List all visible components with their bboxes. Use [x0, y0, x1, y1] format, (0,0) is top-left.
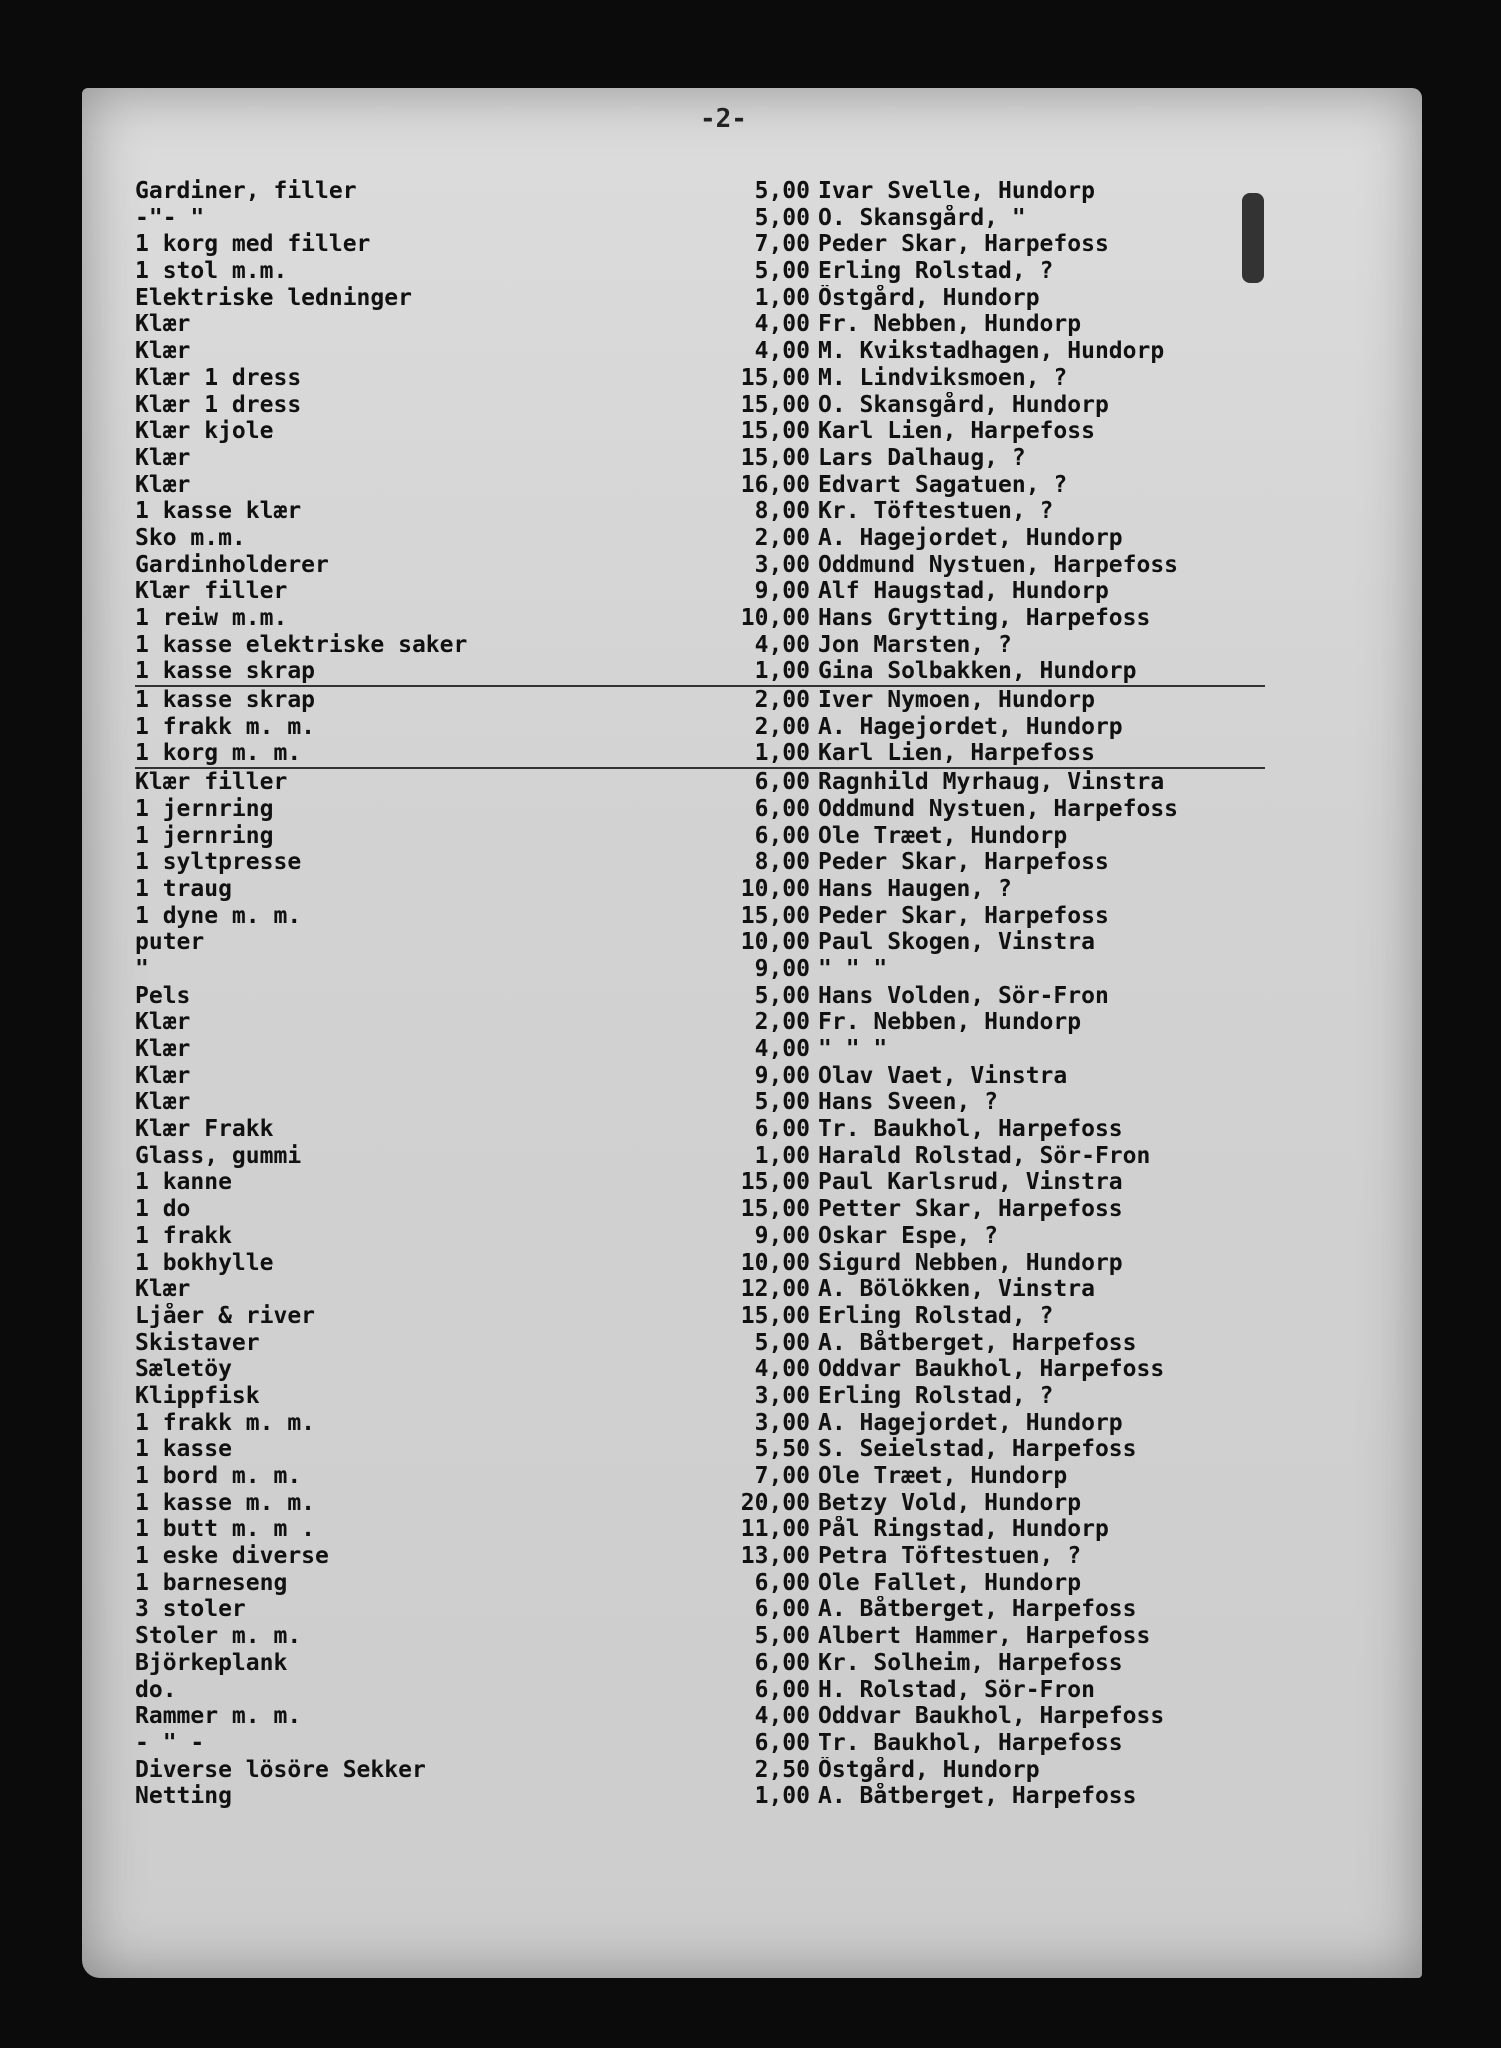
list-item-item: Pels [135, 982, 191, 1009]
list-item-buyer: " " " [818, 955, 888, 982]
list-item-item: puter [135, 929, 205, 956]
list-item-price: 5,00 [754, 1329, 810, 1356]
list-item-buyer: Fr. Nebben, Hundorp [818, 311, 1082, 338]
list-item-price: 9,00 [754, 578, 810, 605]
list-item-buyer: Peder Skar, Harpefoss [818, 231, 1109, 258]
list-item [135, 418, 1265, 445]
list-item [135, 1330, 1265, 1357]
list-item-item: 1 kasse elektriske saker [135, 631, 468, 658]
list-item [135, 1463, 1265, 1490]
list-item-price: 10,00 [740, 875, 810, 902]
list-item-price: 9,00 [754, 955, 810, 982]
list-item-item: Gardinholderer [135, 551, 329, 578]
list-item-item: 1 bord m. m. [135, 1463, 302, 1489]
list-item [135, 258, 1265, 285]
list-item-item: 1 reiw m.m. [135, 605, 288, 631]
list-item-buyer: Peder Skar, Harpefoss [818, 902, 1109, 929]
list-item-item: do. [135, 1676, 177, 1703]
list-item-item: 1 dyne m. m. [135, 902, 302, 929]
list-item [135, 1196, 1265, 1223]
list-item [135, 1303, 1265, 1330]
list-item-item: Diverse lösöre Sekker [135, 1756, 426, 1783]
list-item-price: 9,00 [754, 1222, 810, 1249]
list-item [135, 1223, 1265, 1250]
list-item-item: 3 stoler [135, 1596, 246, 1623]
list-item [135, 205, 1265, 232]
list-item-buyer: Ole Fallet, Hundorp [818, 1569, 1082, 1596]
list-item-buyer: Fr. Nebben, Hundorp [818, 1009, 1082, 1036]
list-item-item: " [135, 955, 149, 982]
list-item [135, 311, 1265, 338]
list-item-buyer: Oskar Espe, ? [818, 1222, 999, 1249]
list-item-buyer: Östgård, Hundorp [818, 284, 1040, 311]
list-item-price: 20,00 [740, 1489, 810, 1516]
list-item-item: Klær [135, 338, 191, 365]
list-item-item: Björkeplank [135, 1649, 288, 1676]
list-item [135, 632, 1265, 659]
list-item-item: Klær [135, 471, 191, 498]
list-item-buyer: Karl Lien, Harpefoss [818, 740, 1095, 767]
list-item-price: 11,00 [740, 1516, 810, 1543]
list-item-buyer: Erling Rolstad, ? [818, 1302, 1054, 1329]
list-item-price: 4,00 [754, 631, 810, 658]
list-item-buyer: Pål Ringstad, Hundorp [818, 1516, 1109, 1543]
list-item-buyer: Oddmund Nystuen, Harpefoss [818, 551, 1179, 578]
list-item-price: 10,00 [740, 929, 810, 956]
list-item-buyer: Hans Grytting, Harpefoss [818, 605, 1151, 631]
list-item [135, 796, 1265, 823]
list-item-price: 4,00 [754, 1703, 810, 1730]
list-item-item: 1 syltpresse [135, 849, 302, 876]
list-item-price: 6,00 [754, 822, 810, 849]
list-item-buyer: Hans Volden, Sör-Fron [818, 982, 1109, 1009]
list-item [135, 1757, 1265, 1784]
list-item [135, 983, 1265, 1010]
list-item [135, 1677, 1265, 1704]
list-item-buyer: H. Rolstad, Sör-Fron [818, 1676, 1095, 1703]
list-item-buyer: A. Hagejordet, Hundorp [818, 524, 1123, 551]
list-item-price: 2,00 [754, 1009, 810, 1036]
list-item-price: 7,00 [754, 1463, 810, 1489]
list-item [135, 685, 1265, 714]
list-item-price: 5,00 [754, 1089, 810, 1116]
list-item-item: - " - [135, 1729, 205, 1756]
list-item-price: 2,00 [754, 687, 810, 714]
list-item [135, 769, 1265, 796]
list-item [135, 1063, 1265, 1090]
list-item-price: 10,00 [740, 605, 810, 631]
list-item-buyer: O. Skansgård, " [818, 204, 1026, 231]
list-item [135, 552, 1265, 579]
list-item-item: Klippfisk [135, 1382, 260, 1409]
list-item-buyer: Albert Hammer, Harpefoss [818, 1623, 1151, 1650]
list-item-buyer: Hans Sveen, ? [818, 1089, 999, 1116]
list-item-item: Klær [135, 1009, 191, 1036]
list-item-buyer: A. Båtberget, Harpefoss [818, 1596, 1137, 1623]
list-item-buyer: Erling Rolstad, ? [818, 1382, 1054, 1409]
list-item-price: 15,00 [740, 902, 810, 929]
list-item-buyer: M. Kvikstadhagen, Hundorp [818, 338, 1165, 365]
list-item [135, 1650, 1265, 1677]
list-item-price: 4,00 [754, 311, 810, 338]
list-item-price: 3,00 [754, 1409, 810, 1436]
list-item-price: 6,00 [754, 1569, 810, 1596]
list-item [135, 1169, 1265, 1196]
list-item-item: Rammer m. m. [135, 1703, 302, 1730]
list-item [135, 929, 1265, 956]
list-item [135, 1570, 1265, 1597]
list-item-item: Klær kjole [135, 418, 274, 445]
list-item-buyer: Ivar Svelle, Hundorp [818, 178, 1095, 204]
list-item [135, 472, 1265, 499]
list-item-price: 15,00 [740, 391, 810, 418]
list-item-item: Klær [135, 1036, 191, 1062]
list-item-buyer: Peder Skar, Harpefoss [818, 849, 1109, 876]
list-item-price: 10,00 [740, 1249, 810, 1276]
list-item-buyer: Harald Rolstad, Sör-Fron [818, 1142, 1151, 1169]
list-item-price: 15,00 [740, 364, 810, 391]
list-item-price: 2,00 [754, 524, 810, 551]
list-item-buyer: Erling Rolstad, ? [818, 258, 1054, 285]
list-item-buyer: Iver Nymoen, Hundorp [818, 687, 1095, 714]
list-item-item: 1 kasse [135, 1436, 232, 1463]
list-item-price: 3,00 [754, 1382, 810, 1409]
list-item-buyer: Kr. Töftestuen, ? [818, 498, 1054, 525]
list-item-price: 6,00 [754, 1729, 810, 1756]
list-item-buyer: Jon Marsten, ? [818, 631, 1012, 658]
list-item-price: 6,00 [754, 795, 810, 822]
list-item-item: 1 eske diverse [135, 1543, 329, 1570]
list-item [135, 605, 1265, 632]
list-item-item: Klær [135, 311, 191, 338]
list-item [135, 658, 1265, 685]
list-item-price: 15,00 [740, 1196, 810, 1223]
list-item-buyer: Edvart Sagatuen, ? [818, 471, 1068, 498]
list-item-item: -"- " [135, 204, 205, 231]
list-item-item: Ljåer & river [135, 1302, 316, 1329]
list-item-buyer: Hans Haugen, ? [818, 875, 1012, 902]
list-item-price: 4,00 [754, 338, 810, 365]
list-item-item: Klær 1 dress [135, 391, 302, 418]
list-item-item: Elektriske ledninger [135, 284, 412, 311]
list-item-item: Netting [135, 1783, 232, 1810]
list-item [135, 740, 1265, 769]
list-item-price: 6,00 [754, 1676, 810, 1703]
list-item [135, 903, 1265, 930]
list-item-item: 1 korg m. m. [135, 740, 302, 767]
list-item-item: 1 frakk m. m. [135, 713, 316, 740]
list-item-price: 5,00 [754, 178, 810, 204]
list-item [135, 1516, 1265, 1543]
list-item-buyer: Ole Træet, Hundorp [818, 1463, 1068, 1489]
list-item-item: 1 do [135, 1196, 191, 1223]
list-item-buyer: Alf Haugstad, Hundorp [818, 578, 1109, 605]
list-item-item: 1 jernring [135, 822, 274, 849]
list-item-item: Klær Frakk [135, 1116, 274, 1143]
list-item-buyer: Ragnhild Myrhaug, Vinstra [818, 769, 1165, 796]
list-item [135, 956, 1265, 983]
list-item [135, 338, 1265, 365]
list-item [135, 823, 1265, 850]
list-item-price: 6,00 [754, 1649, 810, 1676]
list-item-item: 1 kasse m. m. [135, 1489, 316, 1516]
list-item [135, 1410, 1265, 1437]
list-item [135, 1436, 1265, 1463]
list-item-item: 1 barneseng [135, 1569, 288, 1596]
list-item-item: 1 kasse klær [135, 498, 302, 525]
list-item-item: 1 frakk [135, 1222, 232, 1249]
list-item-buyer: A. Båtberget, Harpefoss [818, 1329, 1137, 1356]
list-item-price: 1,00 [754, 1142, 810, 1169]
list-item-buyer: Paul Skogen, Vinstra [818, 929, 1095, 956]
list-item [135, 849, 1265, 876]
list-item-item: Klær filler [135, 578, 288, 605]
list-item-buyer: Östgård, Hundorp [818, 1756, 1040, 1783]
list-item-item: Gardiner, filler [135, 178, 357, 204]
list-item-price: 8,00 [754, 849, 810, 876]
list-item-buyer: Petra Töftestuen, ? [818, 1543, 1082, 1570]
list-item-price: 1,00 [754, 284, 810, 311]
page-number: -2- [700, 104, 747, 134]
list-item [135, 1143, 1265, 1170]
list-item-item: 1 frakk m. m. [135, 1409, 316, 1436]
list-item-buyer: Petter Skar, Harpefoss [818, 1196, 1123, 1223]
list-item-price: 7,00 [754, 231, 810, 258]
list-item-price: 15,00 [740, 1302, 810, 1329]
sale-list [135, 178, 1265, 1810]
list-item-item: Stoler m. m. [135, 1623, 302, 1650]
list-item-item: Sæletöy [135, 1356, 232, 1383]
list-item-price: 5,00 [754, 1623, 810, 1650]
list-item-buyer: O. Skansgård, Hundorp [818, 391, 1109, 418]
list-item-item: 1 korg med filler [135, 231, 371, 258]
list-item-item: 1 traug [135, 875, 232, 902]
list-item-item: Klær [135, 444, 191, 471]
list-item-item: 1 butt m. m . [135, 1516, 316, 1543]
list-item-item: 1 bokhylle [135, 1249, 274, 1276]
list-item [135, 1703, 1265, 1730]
list-item-buyer: A. Bölökken, Vinstra [818, 1276, 1095, 1303]
list-item-buyer: A. Hagejordet, Hundorp [818, 713, 1123, 740]
list-item [135, 1250, 1265, 1277]
list-item-buyer: Tr. Baukhol, Harpefoss [818, 1116, 1123, 1143]
list-item-price: 5,00 [754, 258, 810, 285]
list-item-buyer: Gina Solbakken, Hundorp [818, 658, 1137, 685]
list-item-price: 2,00 [754, 713, 810, 740]
list-item [135, 1383, 1265, 1410]
list-item-price: 1,00 [754, 740, 810, 767]
list-item-buyer: Oddvar Baukhol, Harpefoss [818, 1703, 1165, 1730]
list-item-item: 1 jernring [135, 795, 274, 822]
list-item-price: 13,00 [740, 1543, 810, 1570]
list-item-item: 1 kanne [135, 1169, 232, 1196]
list-item-price: 12,00 [740, 1276, 810, 1303]
list-item [135, 365, 1265, 392]
list-item [135, 445, 1265, 472]
list-item-price: 15,00 [740, 1169, 810, 1196]
list-item-buyer: Sigurd Nebben, Hundorp [818, 1249, 1123, 1276]
list-item-buyer: " " " [818, 1036, 888, 1062]
list-item [135, 1356, 1265, 1383]
list-item [135, 1036, 1265, 1063]
list-item-buyer: Betzy Vold, Hundorp [818, 1489, 1082, 1516]
list-item-price: 5,50 [754, 1436, 810, 1463]
list-item-item: Glass, gummi [135, 1142, 302, 1169]
list-item-price: 6,00 [754, 1116, 810, 1143]
list-item [135, 1596, 1265, 1623]
list-item-item: 1 stol m.m. [135, 258, 288, 285]
list-item [135, 1116, 1265, 1143]
list-item [135, 876, 1265, 903]
list-item-item: Klær filler [135, 769, 288, 796]
list-item-buyer: S. Seielstad, Harpefoss [818, 1436, 1137, 1463]
list-item-buyer: Karl Lien, Harpefoss [818, 418, 1095, 445]
list-item [135, 578, 1265, 605]
list-item [135, 525, 1265, 552]
list-item-price: 15,00 [740, 444, 810, 471]
list-item-buyer: A. Hagejordet, Hundorp [818, 1409, 1123, 1436]
list-item-price: 8,00 [754, 498, 810, 525]
list-item-item: Klær [135, 1276, 191, 1303]
list-item-item: Klær [135, 1089, 191, 1116]
list-item-price: 4,00 [754, 1036, 810, 1062]
list-item-buyer: Paul Karlsrud, Vinstra [818, 1169, 1123, 1196]
list-item [135, 231, 1265, 258]
list-item [135, 1783, 1265, 1810]
list-item-price: 16,00 [740, 471, 810, 498]
list-item [135, 1276, 1265, 1303]
list-item-price: 3,00 [754, 551, 810, 578]
list-item-price: 5,00 [754, 204, 810, 231]
list-item [135, 498, 1265, 525]
list-item-item: Skistaver [135, 1329, 260, 1356]
list-item [135, 392, 1265, 419]
list-item-price: 9,00 [754, 1062, 810, 1089]
list-item [135, 1089, 1265, 1116]
list-item-buyer: Kr. Solheim, Harpefoss [818, 1649, 1123, 1676]
list-item-price: 6,00 [754, 1596, 810, 1623]
list-item-item: 1 kasse skrap [135, 658, 316, 685]
list-item-buyer: M. Lindviksmoen, ? [818, 364, 1068, 391]
list-item-item: Klær [135, 1062, 191, 1089]
list-item [135, 1490, 1265, 1517]
list-item-item: 1 kasse skrap [135, 687, 316, 714]
list-item-buyer: Tr. Baukhol, Harpefoss [818, 1729, 1123, 1756]
list-item-price: 15,00 [740, 418, 810, 445]
list-item [135, 714, 1265, 741]
list-item [135, 1623, 1265, 1650]
list-item-buyer: Ole Træet, Hundorp [818, 822, 1068, 849]
list-item-price: 4,00 [754, 1356, 810, 1383]
list-item-item: Sko m.m. [135, 524, 246, 551]
list-item-price: 1,00 [754, 658, 810, 685]
list-item [135, 285, 1265, 312]
list-item-price: 1,00 [754, 1783, 810, 1810]
list-item [135, 178, 1265, 205]
list-item [135, 1009, 1265, 1036]
list-item-buyer: Olav Vaet, Vinstra [818, 1062, 1068, 1089]
list-item-buyer: A. Båtberget, Harpefoss [818, 1783, 1137, 1810]
list-item-price: 2,50 [754, 1756, 810, 1783]
list-item-price: 6,00 [754, 769, 810, 796]
list-item-price: 5,00 [754, 982, 810, 1009]
list-item-buyer: Oddvar Baukhol, Harpefoss [818, 1356, 1165, 1383]
list-item-item: Klær 1 dress [135, 364, 302, 391]
list-item-buyer: Oddmund Nystuen, Harpefoss [818, 795, 1179, 822]
list-item [135, 1543, 1265, 1570]
list-item-buyer: Lars Dalhaug, ? [818, 444, 1026, 471]
list-item [135, 1730, 1265, 1757]
